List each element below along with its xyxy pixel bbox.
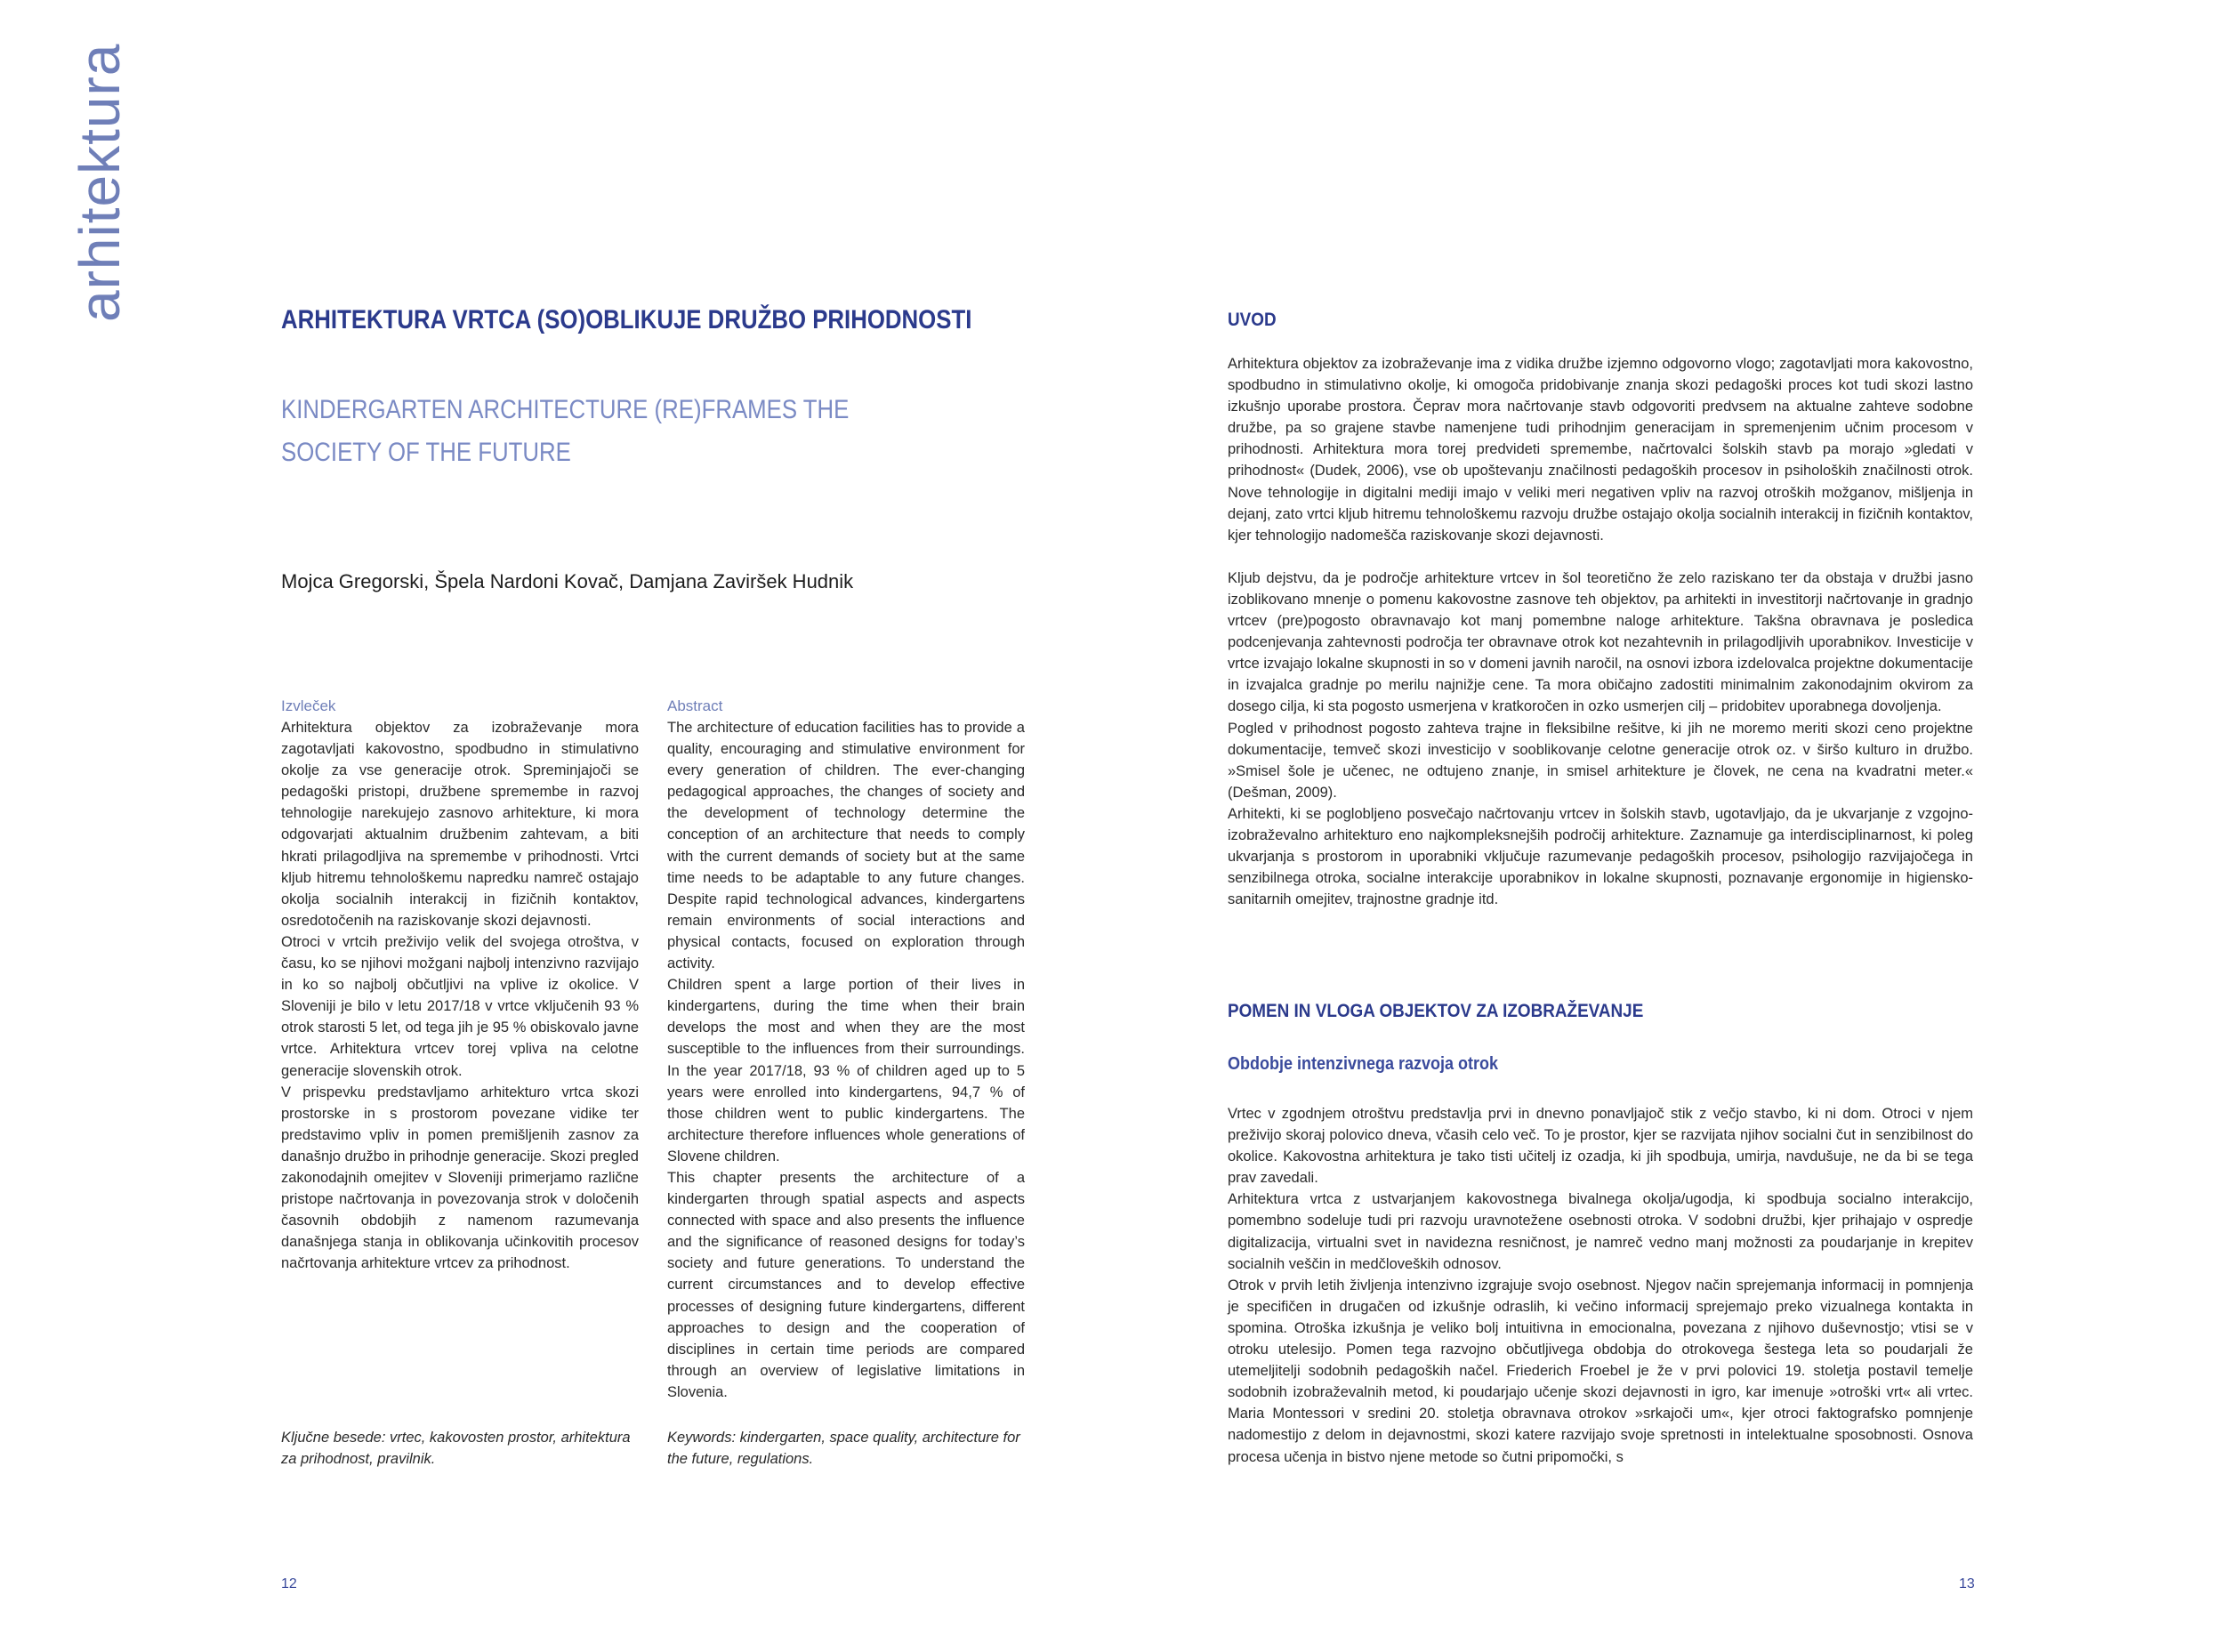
abstract-english-paragraph: This chapter presents the architecture of a kindergarten through spatial aspects and aspects connected with space and also presents the influence and the significance of reasoned designs for today’s society and future generations. To understand the current circumstances and to develop effective processes of designing future kindergartens, different approaches to design and the cooperation of disciplines in certain time periods are compared through an overview of legislative limitations in Slovenia. (667, 1169, 1025, 1400)
body-paragraph: Arhitekti, ki se poglobljeno posvečajo načrtovanju vrtcev in šolskih stavb, ugotavljajo, da je ukvarjanje z vzgojno-izobraževalno arhitekturo eno najkompleksnejših področij arhitekture. Zaznamuje ga interdisciplinarnost, ki poleg ukvarjanja s prostorom in uporabniki vključuje razumevanje pedagoških procesov, psihologijo razvijajočega in senzibilnega otroka, socialne interakcije uporabnikov in lokalne skupnosti, poznavanje ergonomije in higiensko-sanitarnih omejitev, trajnostne gradnje itd. (1228, 805, 1973, 908)
abstract-english-paragraph: The architecture of education facilities has to provide a quality, encouraging and stimulative environment for every generation of children. The ever-changing pedagogical approaches, the changes of society and the development of technology determine the conception of an architecture that needs to comply with the current demands of society but at the same time needs to be adaptable to any future changes. Despite rapid technological advances, kindergartens remain environments of social interactions and physical contacts, focused on exploration through activity. (667, 720, 1025, 972)
body-paragraph: Pogled v prihodnost pogosto zahteva trajne in fleksibilne rešitve, ki jih ne moremo meriti skozi ceno projektne dokumentacije, temveč skozi investicijo v sooblikovanje celotne generacije otrok oz. v širšo kulturo in družbo. »Smisel šole je učenec, ne odtujeno znanje, in smisel arhitekture je človek, ne cena na kvadratni meter.« (Dešman, 2009). (1228, 720, 1973, 801)
body-paragraph: Otrok v prvih letih življenja intenzivno izgrajuje svojo osebnost. Njegov način sprejemanja informacij in pomnjenja je specifičen in drugačen od izkušnje odraslih, ki večino informacij sprejemajo preko vizualnega kontakta in spomina. Otroška izkušnja je veliko bolj intuitivna in emocionalna, povezana z njihovo duševnostjo; vtisi se v otroku utelesijo. Pomen tega razvojno občutljivega obdobja do otrokovega šestega leta so poudarjali že utemeljitelji sodobnih pedagoških načel. Friederich Froebel je že v prvi polovici 19. stoletja postavil temelje sodobnih izobraževalnih metod, ki poudarjajo učenje skozi dejavnosti in igro, kar imenuje »otroški vrt« ali vrtec. Maria Montessori v sredini 20. stoletja obravnava otrokov »srkajoči um«, kjer otroci faktografsko pomnjenje nadomestijo z delom in dejavnostmi, skozi katere razvijajo svoje spretnosti in intelektualne sposobnosti. Osnova procesa učenja in bistvo njene metode so čutni pripomočki, s (1228, 1277, 1973, 1465)
abstract-english-heading: Abstract (667, 697, 723, 714)
body-paragraph: Kljub dejstvu, da je področje arhitekture vrtcev in šol teoretično že zelo raziskano ter da obstaja v družbi jasno izoblikovano mnenje o pomenu kakovostne zasnove teh objektov, pa arhitekti in investitorji načrtovanje in gradnjo vrtcev (pre)pogosto obravnavajo kot manj pomembne naloge arhitekture. Takšna obravnava je posledica podcenjevanja zahtevnosti področja ter obravnave otrok kot nezahtevnih in prilagodljivih uporabnikov. Investicije v vrtce izvajajo lokalne skupnosti in so v domeni javnih naročil, na osnovi izbora izdelovalca projektne dokumentacije in izvajalca gradnje po merilu najnižje cene. Ta mora običajno zadostiti minimalnim zakonodajnim okvirom za dosego cilja, ki sta pogosto usmerjena v kratkoročen in ozko usmerjen cilj – pridobitev uporabnega dovoljenja. (1228, 569, 1973, 715)
body-paragraph: Arhitektura vrtca z ustvarjanjem kakovostnega bivalnega okolja/ugodja, ki spodbuja socialno interakcijo, pomembno sodeluje tudi pri razvoju uravnotežene osebnosti otroka. V sodobni družbi, kjer prihajajo v ospredje digitalizacija, virtualni svet in navidezna resničnost, je namreč vedno manj možnosti za poudarjanje in krepitev socialnih veščin in medčloveških odnosov. (1228, 1191, 1973, 1272)
section-heading-uvod: UVOD (1228, 310, 1277, 330)
subsection-heading: Obdobje intenzivnega razvoja otrok (1228, 1054, 1499, 1074)
page-number-right: 13 (1959, 1576, 1975, 1592)
section-label-text: arhitektura (68, 43, 132, 322)
section-body-uvod (1228, 353, 1973, 910)
abstract-slovene-paragraph: V prispevku predstavljamo arhitekturo vrtca skozi prostorske in s prostorom povezane vidike ter predstavimo vpliv in pomen premišljenih zasnov za današnjo družbo in prihodnje generacije. Skozi pregled zakonodajnih omejitev v Sloveniji primerjamo različne pristope načrtovanja in povezovanja strok v določenih časovnih obdobjih z namenom razumevanja današnjega stanja in oblikovanja učinkovitih procesov načrtovanja arhitekture vrtcev za prihodnost. (281, 1084, 639, 1272)
article-title-english: KINDERGARTEN ARCHITECTURE (RE)FRAMES THE SOCIETY OF THE FUTURE (281, 395, 850, 467)
body-paragraph: Vrtec v zgodnjem otroštvu predstavlja prvi in dnevno ponavljajoč stik z večjo stavbo, ki ni dom. Otroci v njem preživijo skoraj polovico dneva, včasih celo več. To je prostor, kjer se razvijata njihov socialni čut in senzibilnost do okolice. Kakovostna arhitektura je tako tisti učitelj iz ozadja, ki jih spodbuja, umirja, navdušuje, ne da bi se tega prav zavedali. (1228, 1106, 1973, 1187)
section-body-pomen (1228, 1103, 1973, 1468)
abstract-slovene (281, 696, 639, 1274)
abstract-slovene-paragraph: Otroci v vrtcih preživijo velik del svojega otroštva, v času, ko se njihovi možgani najbolj intenzivno razvijajo in ko so najbolj občutljivi na vplive iz okolice. V Sloveniji je bilo v letu 2017/18 v vrtce vključenih 93 % otrok starosti 5 let, od tega jih je 95 % obiskovalo javne vrtce. Arhitektura vrtcev torej vpliva na celotne generacije slovenskih otrok. (281, 933, 639, 1079)
keywords-slovene: Ključne besede: vrtec, kakovosten prostor, arhitektura za prihodnost, pravilnik. (281, 1430, 631, 1467)
abstract-english (667, 696, 1025, 1403)
abstract-slovene-paragraph: Arhitektura objektov za izobraževanje mora zagotavljati kakovostno, spodbudno in stimulativno okolje za vse generacije otrok. Spreminjajoči se pedagoški pristopi, družbene spremembe in razvoj tehnologije narekujejo zasnovo arhitekture, ki mora odgovarjati aktualnim družbenim zahtevam, a biti hkrati prilagodljiva na spremembe v prihodnosti. Vrtci kljub hitremu tehnološkemu napredku namreč ostajajo okolja socialnih interakcij in fizičnih kontaktov, osredotočenih na raziskovanje skozi dejavnosti. (281, 720, 639, 929)
keywords-english: Keywords: kindergarten, space quality, architecture for the future, regulations. (667, 1430, 1020, 1467)
page-number-left: 12 (281, 1576, 297, 1592)
article-title-slovene: ARHITEKTURA VRTCA (SO)OBLIKUJE DRUŽBO PRIHODNOSTI (281, 305, 972, 334)
authors: Mojca Gregorski, Špela Nardoni Kovač, Damjana Zaviršek Hudnik (281, 570, 854, 592)
section-heading-pomen: POMEN IN VLOGA OBJEKTOV ZA IZOBRAŽEVANJE (1228, 1001, 1644, 1021)
abstract-slovene-heading: Izvleček (281, 697, 336, 714)
body-paragraph: Arhitektura objektov za izobraževanje ima z vidika družbe izjemno odgovorno vlogo; zagotavljati mora kakovostno, spodbudno in stimulativno okolje, ki omogoča pridobivanje znanja skozi pedagoški proces kot tudi skozi lastno izkušnjo uporabe prostora. Čeprav mora načrtovanje stavb odgovoriti predvsem na aktualne zahteve sodobne družbe, pa so grajene stavbe namenjene tudi prihodnjim generacijam in spremenjenim učnim procesom v prihodnosti. Arhitektura mora torej predvideti spremembe, načrtovalci šolskih stavb pa morajo »gledati v prihodnost« (Dudek, 2006), vse ob upoštevanju značilnosti pedagoških procesov in psiholoških značilnosti otrok. Nove tehnologije in digitalni mediji imajo v veliki meri negativen vpliv na razvoj otroških možganov, mišljenja in dejanj, zato vrtci kljub hitremu tehnološkemu razvoju družbe ostajajo okolja socialnih interakcij in fizičnih kontaktov, kjer tehnologijo nadomešča raziskovanje skozi dejavnosti. (1228, 356, 1973, 544)
abstract-english-paragraph: Children spent a large portion of their lives in kindergartens, during the time when their brain develops the most and when they are the most susceptible to the influences from their surroundings. In the year 2017/18, 93 % of children aged up to 5 years were enrolled into kindergartens, 94,7 % of those children went to public kindergartens. The architecture therefore influences whole generations of Slovene children. (667, 977, 1025, 1164)
